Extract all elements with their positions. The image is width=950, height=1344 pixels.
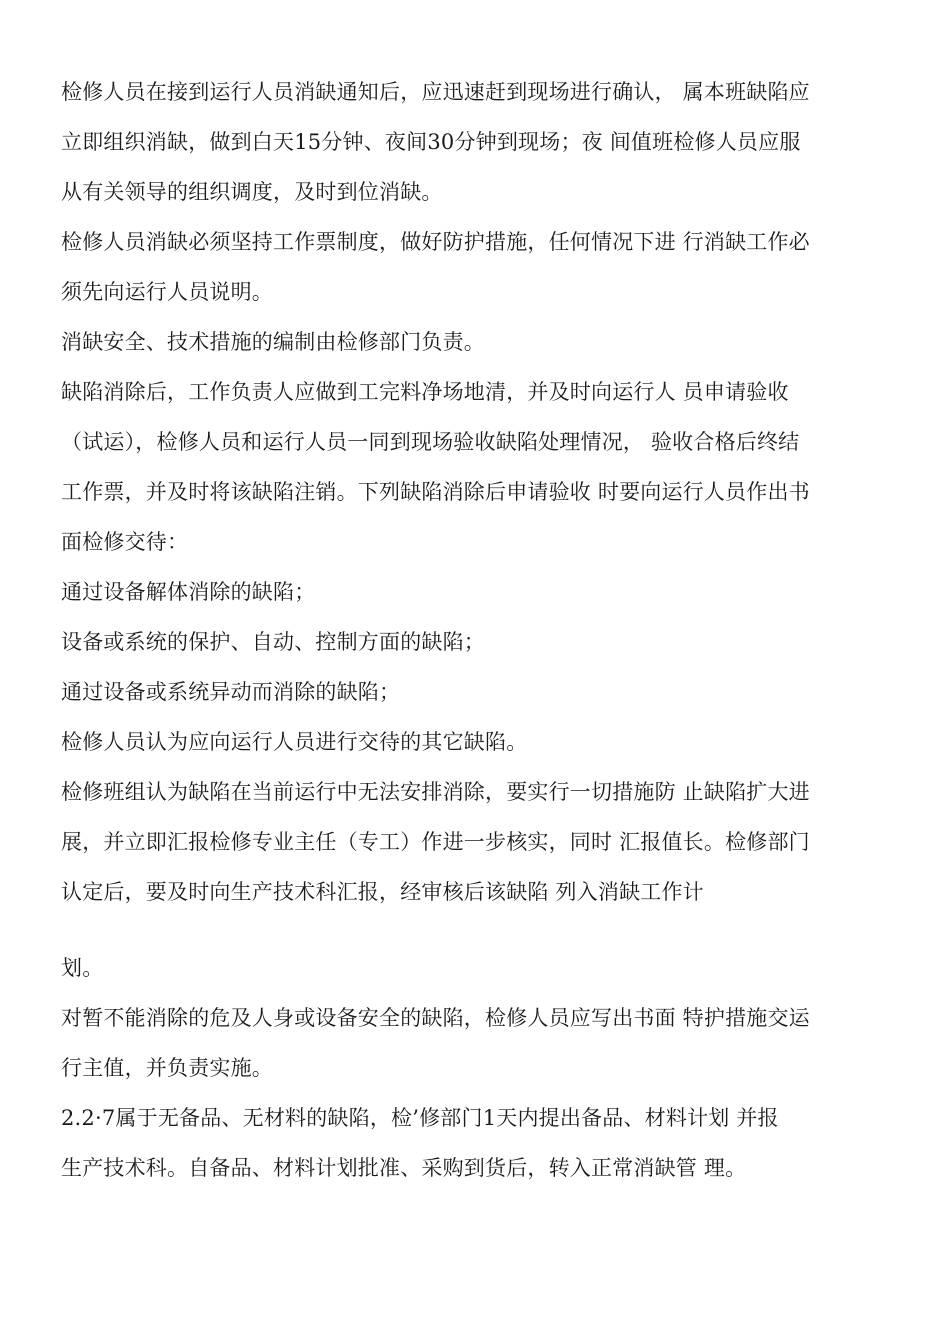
text-line: 面检修交待： <box>61 530 189 554</box>
text-line: 划。 <box>61 956 104 980</box>
text-line: 从有关领导的组织调度，及时到位消缺。 <box>61 180 443 204</box>
text-line: 通过设备或系统异动而消除的缺陷； <box>61 680 401 704</box>
text-line: 立即组织消缺，做到白天15分钟、夜间30分钟到现场；夜 间值班检修人员应服 <box>61 130 801 154</box>
text-line: 行主值，并负责实施。 <box>61 1056 273 1080</box>
text-line: 对暂不能消除的危及人身或设备安全的缺陷，检修人员应写出书面 特护措施交运 <box>61 1006 810 1030</box>
text-line: 通过设备解体消除的缺陷； <box>61 580 316 604</box>
text-line: 展，并立即汇报检修专业主任（专工）作进一步核实，同时 汇报值长。检修部门 <box>61 830 810 854</box>
text-line: 检修人员消缺必须坚持工作票制度，做好防护措施，任何情况下进 行消缺工作必 <box>61 230 810 254</box>
text-line: 须先向运行人员说明。 <box>61 280 273 304</box>
text-line: 工作票，并及时将该缺陷注销。下列缺陷消除后申请验收 时要向运行人员作出书 <box>61 480 810 504</box>
text-line: 2.2·7属于无备品、无材料的缺陷，检’修部门1天内提出备品、材料计划 并报 <box>61 1106 779 1130</box>
text-line: 缺陷消除后，工作负责人应做到工完料净场地清，并及时向运行人 员申请验收 <box>61 380 789 404</box>
text-line: 设备或系统的保护、自动、控制方面的缺陷； <box>61 630 485 654</box>
text-line: （试运），检修人员和运行人员一同到现场验收缺陷处理情况， 验收合格后终结 <box>61 430 800 454</box>
text-line: 检修人员认为应向运行人员进行交待的其它缺陷。 <box>61 730 528 754</box>
text-line: 消缺安全、技术措施的编制由检修部门负责。 <box>61 330 485 354</box>
text-line: 检修班组认为缺陷在当前运行中无法安排消除，要实行一切措施防 止缺陷扩大进 <box>61 780 810 804</box>
text-line: 生产技术科。自备品、材料计划批准、采购到货后，转入正常消缺管 理。 <box>61 1156 747 1180</box>
text-line: 检修人员在接到运行人员消缺通知后，应迅速赶到现场进行确认， 属本班缺陷应 <box>61 80 810 104</box>
text-line: 认定后，要及时向生产技术科汇报，经审核后该缺陷 列入消缺工作计 <box>61 880 704 904</box>
